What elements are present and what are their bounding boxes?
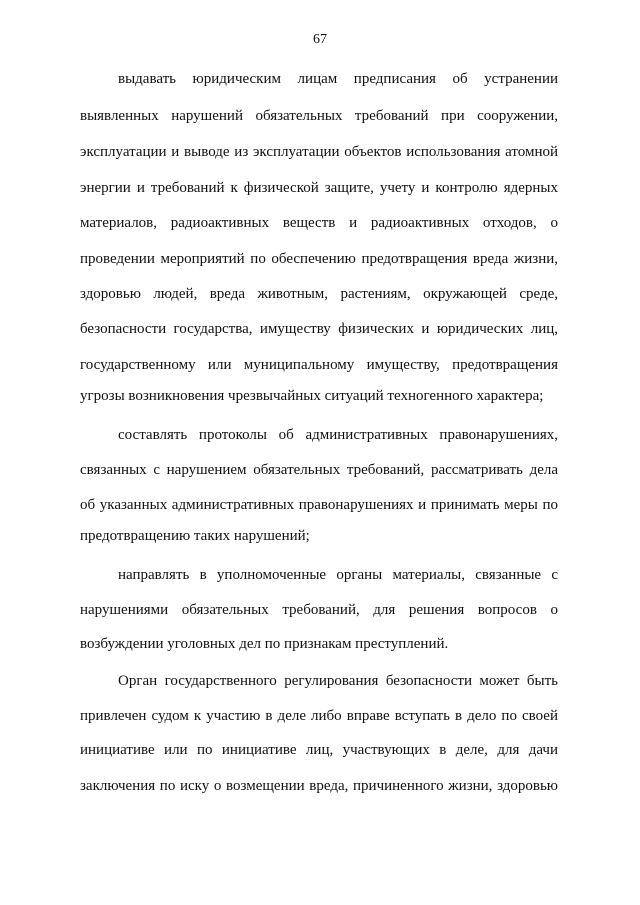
text-line: об указанных административных правонарушениях и принимать меры по	[80, 497, 558, 513]
text-line: угрозы возникновения чрезвычайных ситуаций техногенного характера;	[80, 388, 544, 404]
text-line: инициативе или по инициативе лиц, участвующих в деле, для дачи	[80, 742, 558, 758]
text-line: Орган государственного регулирования безопасности может быть	[118, 673, 558, 689]
text-line: заключения по иску о возмещении вреда, причиненного жизни, здоровью	[80, 778, 558, 794]
text-line: безопасности государства, имуществу физических и юридических лиц,	[80, 321, 558, 337]
text-line: государственному или муниципальному имуществу, предотвращения	[80, 357, 558, 373]
text-line: проведении мероприятий по обеспечению предотвращения вреда жизни,	[80, 251, 558, 267]
text-line: здоровью людей, вреда животным, растениям, окружающей среде,	[80, 286, 558, 302]
text-line: направлять в уполномоченные органы материалы, связанные с	[118, 567, 558, 583]
text-line: эксплуатации и выводе из эксплуатации объектов использования атомной	[80, 144, 558, 160]
text-line: энергии и требований к физической защите, учету и контролю ядерных	[80, 180, 558, 196]
text-line: возбуждении уголовных дел по признакам преступлений.	[80, 636, 449, 652]
text-line: материалов, радиоактивных веществ и радиоактивных отходов, о	[80, 215, 558, 231]
text-line: выявленных нарушений обязательных требований при сооружении,	[80, 108, 558, 124]
text-line: нарушениями обязательных требований, для решения вопросов о	[80, 602, 558, 618]
text-line: предотвращению таких нарушений;	[80, 528, 310, 544]
text-line: привлечен судом к участию в деле либо вправе вступать в дело по своей	[80, 708, 558, 724]
page-number: 67	[313, 32, 327, 47]
text-line: составлять протоколы об административных правонарушениях,	[118, 427, 558, 443]
text-line: выдавать юридическим лицам предписания об устранении	[118, 71, 558, 87]
text-line: связанных с нарушением обязательных требований, рассматривать дела	[80, 462, 558, 478]
